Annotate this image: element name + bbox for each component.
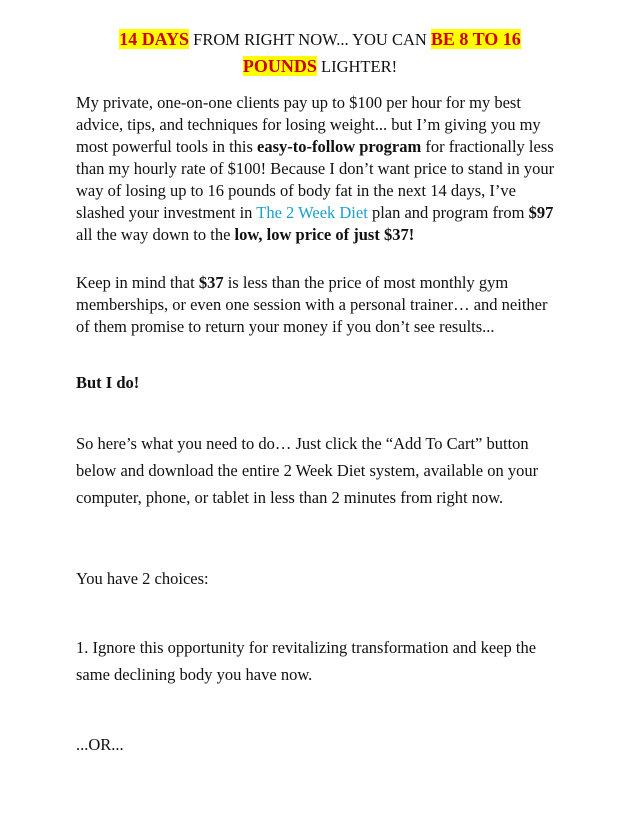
paragraph-but-i-do: But I do! bbox=[76, 373, 140, 392]
headline-days-highlight: 14 DAYS bbox=[119, 29, 190, 49]
headline-text: FROM RIGHT NOW... YOU CAN bbox=[189, 30, 431, 49]
easy-to-follow-bold: easy-to-follow program bbox=[257, 137, 422, 156]
price-37-bold: $37 bbox=[198, 273, 224, 292]
headline-pounds-highlight-1: BE 8 TO 16 bbox=[430, 29, 521, 49]
paragraph-or: ...OR... bbox=[76, 735, 124, 754]
headline-pounds-highlight-2: POUNDS bbox=[242, 56, 317, 76]
paragraph-keep-text-2: is less than the price of most monthly gym memberships, or even one session with a personal trainer… and neither of them promise to return your money if you don’t see results... bbox=[76, 273, 548, 336]
old-price-bold: $97 bbox=[528, 203, 554, 222]
paragraph-choice-one: 1. Ignore this opportunity for revitalizing transformation and keep the same declining body you have now. bbox=[76, 638, 537, 684]
paragraph-keep-text-1: Keep in mind that bbox=[76, 273, 199, 292]
paragraph-clients-text-2: for fractionally less than my hourly rate of $100! Because I don’t want price to stand in your way of losing up to 16 pounds of body fat in the next 14 days, I’ve slashed your investment in bbox=[76, 137, 555, 222]
paragraph-two-choices: You have 2 choices: bbox=[76, 569, 209, 588]
paragraph-clients-text-3: plan and program from bbox=[367, 203, 529, 222]
two-week-diet-link[interactable]: The 2 Week Diet bbox=[256, 203, 368, 222]
paragraph-keep-in-mind bbox=[76, 272, 564, 338]
headline-lighter-text: LIGHTER! bbox=[316, 57, 398, 76]
paragraph-clients-text-1: My private, one-on-one clients pay up to $100 per hour for my best advice, tips, and techniques for losing weight... but I’m giving you my most powerful tools in this bbox=[76, 93, 541, 156]
new-price-bold: low, low price of just $37! bbox=[234, 225, 415, 244]
paragraph-clients-text-4: all the way down to the bbox=[76, 225, 235, 244]
headline bbox=[76, 26, 564, 80]
paragraph-add-to-cart: So here’s what you need to do… Just click the “Add To Cart” button below and download the entire 2 Week Diet system, available on your computer, phone, or tablet in less than 2 minutes from right now. bbox=[76, 434, 539, 507]
paragraph-clients bbox=[76, 92, 564, 246]
